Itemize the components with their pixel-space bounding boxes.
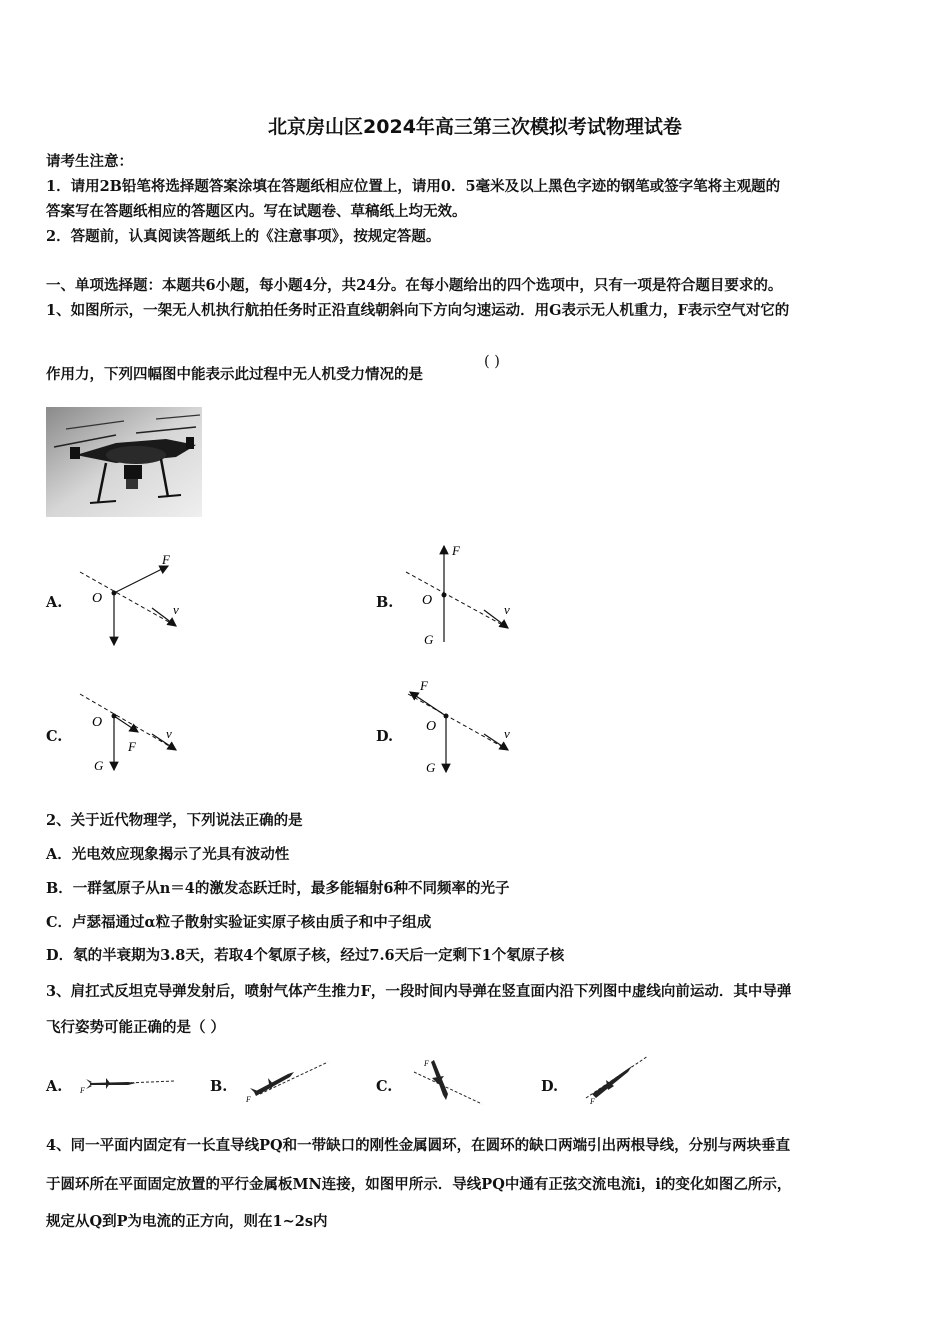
q2-option-c[interactable]: C．卢瑟福通过α粒子散射实验证实原子核由质子和中子组成: [46, 914, 432, 931]
label-g: G: [94, 758, 104, 773]
q3-option-b-missile[interactable]: [240, 1058, 330, 1106]
q3-stem-line-1: 3、肩扛式反坦克导弹发射后，喷射气体产生推力F，一段时间内导弹在竖直面内沿下列图中虚线向前运动．其中导弹: [46, 983, 792, 1000]
q1-stem-line-1: 1、如图所示，一架无人机执行航拍任务时正沿直线朝斜向下方向匀速运动．用G表示无人机重力，F表示空气对它的: [46, 302, 790, 319]
notice-line-1: 1．请用2B铅笔将选择题答案涂填在答题纸相应位置上，请用0．5毫米及以上黑色字迹的钢笔或签字笔将主观题的: [46, 178, 781, 195]
q3-stem-line-2: 飞行姿势可能正确的是（ ）: [46, 1019, 226, 1036]
q1-option-a-label[interactable]: A.: [46, 594, 63, 611]
q3-option-a-label[interactable]: A.: [46, 1078, 63, 1095]
q1-option-b-diagram[interactable]: [400, 542, 540, 652]
q1-option-a-diagram[interactable]: [72, 550, 212, 650]
label-f: F: [128, 739, 136, 754]
label-v: v: [504, 726, 510, 741]
q1-option-b-label[interactable]: B.: [376, 594, 394, 611]
drone-photo: [46, 407, 202, 517]
q1-option-c-label[interactable]: C.: [46, 728, 63, 745]
label-g: G: [426, 760, 436, 775]
q2-option-d[interactable]: D．氡的半衰期为3.8天，若取4个氡原子核，经过7.6天后一定剩下1个氡原子核: [46, 947, 565, 964]
label-g: G: [424, 632, 434, 647]
notice-line-3: 2．答题前，认真阅读答题纸上的《注意事项》，按规定答题。: [46, 228, 441, 245]
q4-stem-line-3: 规定从Q到P为电流的正方向，则在1~2s内: [46, 1213, 328, 1230]
force-label: F: [80, 1086, 85, 1095]
q3-option-d-missile[interactable]: [578, 1054, 658, 1106]
notice-heading: 请考生注意：: [46, 153, 133, 170]
q3-option-c-missile[interactable]: [404, 1054, 484, 1108]
section-heading: 一、单项选择题：本题共6小题，每小题4分，共24分。在每小题给出的四个选项中，只有一项是符合题目要求的。: [46, 277, 783, 294]
q1-stem-line-2: 作用力，下列四幅图中能表示此过程中无人机受力情况的是: [46, 366, 423, 383]
label-v: v: [504, 602, 510, 617]
label-o: O: [426, 719, 437, 734]
q1-answer-paren: ( ): [484, 354, 500, 370]
label-v: v: [173, 602, 179, 617]
notice-line-2: 答案写在答题纸相应的答题区内。写在试题卷、草稿纸上均无效。: [46, 203, 467, 220]
label-v: v: [166, 726, 172, 741]
q3-option-d-label[interactable]: D.: [541, 1078, 559, 1095]
q2-option-b[interactable]: B．一群氢原子从n＝4的激发态跃迁时，最多能辐射6种不同频率的光子: [46, 880, 510, 897]
q4-stem-line-1: 4、同一平面内固定有一长直导线PQ和一带缺口的刚性金属圆环，在圆环的缺口两端引出两根导线，分别与两块垂直: [46, 1137, 791, 1154]
q1-option-d-label[interactable]: D.: [376, 728, 394, 745]
q1-option-d-diagram[interactable]: [400, 676, 540, 781]
q4-stem-line-2: 于圆环所在平面固定放置的平行金属板MN连接，如图甲所示．导线PQ中通有正弦交流电流i，i的变化如图乙所示，: [46, 1176, 792, 1193]
label-o: O: [92, 591, 103, 606]
q1-option-c-diagram[interactable]: [72, 688, 212, 778]
q2-stem: 2、关于近代物理学，下列说法正确的是: [46, 812, 303, 829]
label-f: F: [420, 678, 428, 693]
force-label: F: [246, 1095, 251, 1104]
q3-option-c-label[interactable]: C.: [376, 1078, 393, 1095]
label-f: F: [162, 552, 170, 567]
force-label: F: [590, 1097, 595, 1106]
label-f: F: [452, 543, 460, 558]
page-title: 北京房山区2024年高三第三次模拟考试物理试卷: [268, 116, 682, 138]
force-label: F: [424, 1059, 429, 1068]
q3-option-b-label[interactable]: B.: [210, 1078, 228, 1095]
label-o: O: [92, 715, 103, 730]
q2-option-a[interactable]: A．光电效应现象揭示了光具有波动性: [46, 846, 290, 863]
label-o: O: [422, 593, 433, 608]
q3-option-a-missile[interactable]: [76, 1066, 176, 1100]
